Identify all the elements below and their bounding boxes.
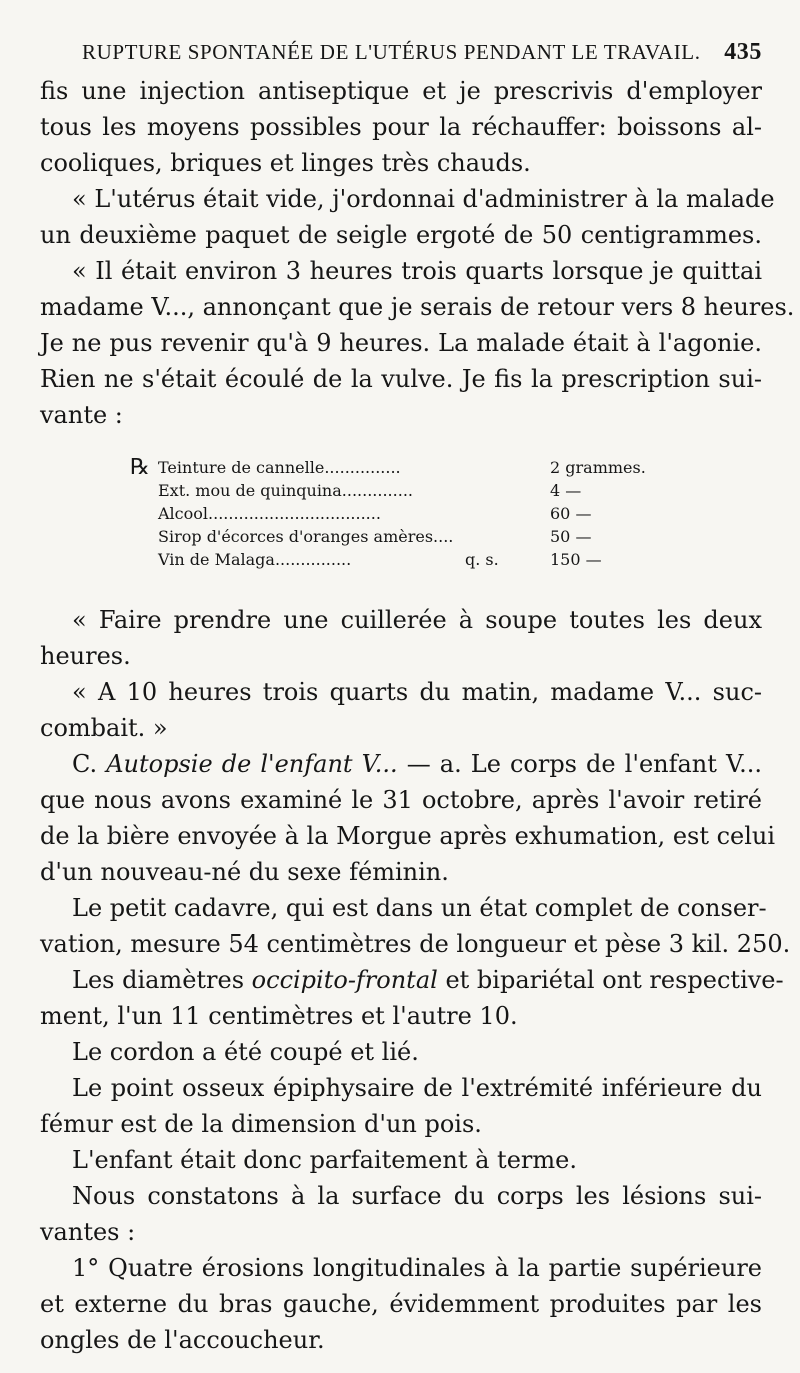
text-line: cooliques, briques et linges très chauds. xyxy=(40,149,531,177)
recipe-icon: ℞ xyxy=(130,455,150,480)
ingredient-name: Vin de Malaga xyxy=(158,550,275,569)
text-line: tous les moyens possibles pour la réchauffer: boissons al- xyxy=(40,113,762,141)
text-line: « Il était environ 3 heures trois quarts lorsque je quittai xyxy=(72,257,762,285)
text-line: « L'utérus était vide, j'ordonnai d'administrer à la malade xyxy=(72,185,775,213)
prescription-row xyxy=(130,548,690,572)
italic-term: occipito-frontal xyxy=(251,966,438,994)
text-line: vation, mesure 54 centimètres de longueur et pèse 3 kil. 250. xyxy=(40,930,791,958)
text-line: Nous constatons à la surface du corps les lésions sui- xyxy=(72,1182,762,1210)
text-line: un deuxième paquet de seigle ergoté de 50 centigrammes. xyxy=(40,221,762,249)
running-header xyxy=(82,34,762,70)
text-line: Le petit cadavre, qui est dans un état complet de conser- xyxy=(72,894,767,922)
text-line: de la bière envoyée à la Morgue après exhumation, est celui xyxy=(40,822,776,850)
text-line: ment, l'un 11 centimètres et l'autre 10. xyxy=(40,1002,518,1030)
text-line: et externe du bras gauche, évidemment produites par les xyxy=(40,1290,762,1318)
ingredient-quantity: 2 grammes. xyxy=(550,458,646,477)
ingredient-quantity: 150 — xyxy=(550,550,602,569)
text-line: madame V..., annonçant que je serais de retour vers 8 heures. xyxy=(40,293,795,321)
text-line: vantes : xyxy=(40,1218,136,1246)
text-line: que nous avons examiné le 31 octobre, après l'avoir retiré xyxy=(40,786,762,814)
prescription-row xyxy=(130,479,690,503)
text-line: Le point osseux épiphysaire de l'extrémité inférieure du xyxy=(72,1074,762,1102)
section-label: C. xyxy=(72,750,107,778)
text-line: Je ne pus revenir qu'à 9 heures. La malade était à l'agonie. xyxy=(40,329,762,357)
prescription-row xyxy=(130,525,690,549)
ingredient-quantity: 50 — xyxy=(550,527,592,546)
ingredient-name: Alcool xyxy=(158,504,209,523)
text-line: L'enfant était donc parfaitement à terme. xyxy=(72,1146,577,1174)
quantity-note: q. s. xyxy=(465,550,499,569)
section-heading-line xyxy=(72,746,762,782)
leader-dots: ............... xyxy=(274,550,352,569)
ingredient-quantity: 60 — xyxy=(550,504,592,523)
ingredient-name: Teinture de cannelle xyxy=(158,458,325,477)
text-line: Le cordon a été coupé et lié. xyxy=(72,1038,419,1066)
text-line: combait. » xyxy=(40,714,168,742)
text-line: « Faire prendre une cuillerée à soupe toutes les deux xyxy=(72,606,762,634)
leader-dots: .... xyxy=(433,527,454,546)
section-title: Autopsie de l'enfant V... xyxy=(106,750,398,778)
text-line: fis une injection antiseptique et je prescrivis d'employer xyxy=(40,77,762,105)
prescription-row xyxy=(130,502,690,526)
text-line: 1° Quatre érosions longitudinales à la partie supérieure xyxy=(72,1254,762,1282)
ingredient-quantity: 4 — xyxy=(550,481,582,500)
ingredient-name: Sirop d'écorces d'oranges amères xyxy=(158,527,434,546)
text-line: Les diamètres occipito-frontal et bipariétal ont respective- xyxy=(72,966,784,994)
ingredient-name: Ext. mou de quinquina xyxy=(158,481,342,500)
text-line: Rien ne s'était écoulé de la vulve. Je fis la prescription sui- xyxy=(40,365,762,393)
text-line: ongles de l'accoucheur. xyxy=(40,1326,325,1354)
text-line: heures. xyxy=(40,642,131,670)
page-number: 435 xyxy=(724,39,762,65)
section-text: — a. Le corps de l'enfant V... xyxy=(397,750,762,778)
prescription-row xyxy=(130,456,690,480)
leader-dots: ............... xyxy=(324,458,401,477)
running-title: RUPTURE SPONTANÉE DE L'UTÉRUS PENDANT LE TRAVAIL. xyxy=(82,40,701,64)
leader-dots: .............. xyxy=(341,481,413,500)
text-line: fémur est de la dimension d'un pois. xyxy=(40,1110,482,1138)
leader-dots: .................................. xyxy=(208,504,381,523)
text-line: d'un nouveau-né du sexe féminin. xyxy=(40,858,449,886)
text-line: « A 10 heures trois quarts du matin, madame V... suc- xyxy=(72,678,762,706)
text-line: vante : xyxy=(40,401,123,429)
